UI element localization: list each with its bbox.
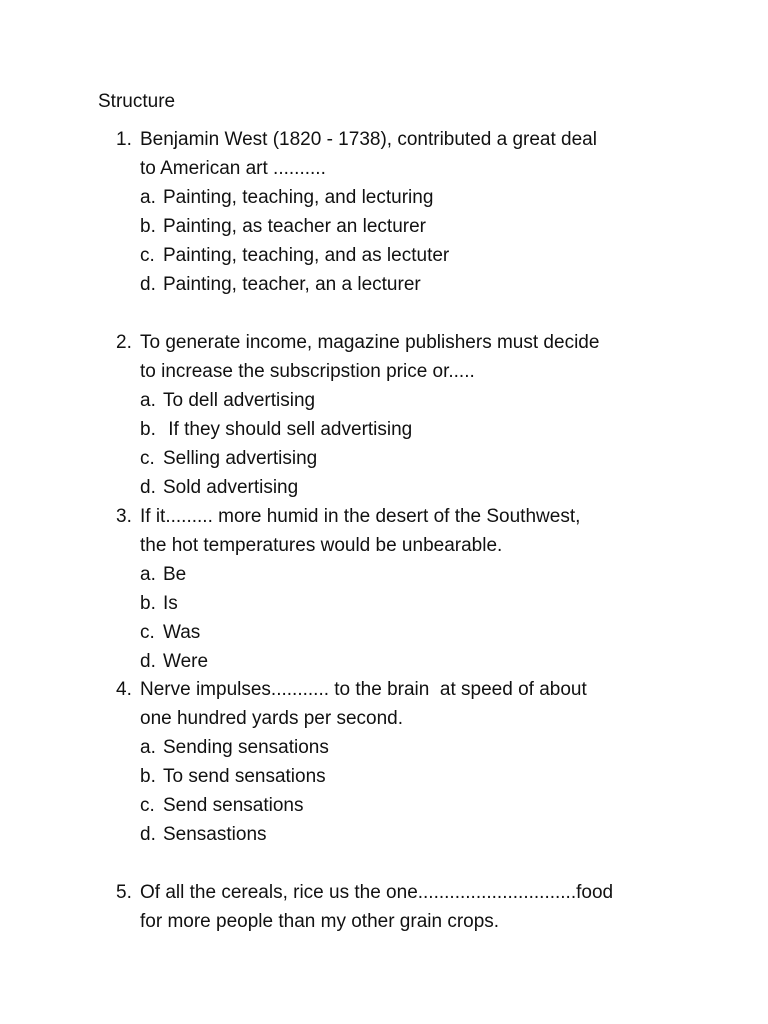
question-text-line: one hundred yards per second. — [140, 708, 404, 729]
option-text: Painting, as teacher an lecturer — [163, 216, 426, 237]
option-text: To dell advertising — [163, 390, 316, 411]
option-text: Painting, teaching, and as lectuter — [163, 245, 450, 266]
option-text: Sold advertising — [163, 477, 299, 498]
option-letter: d. — [140, 651, 156, 672]
question-text-line: for more people than my other grain crops. — [140, 911, 500, 932]
option-letter: a. — [140, 737, 156, 758]
question-text-line: If it......... more humid in the desert of the Southwest, — [140, 506, 581, 527]
section-heading: Structure — [98, 91, 176, 112]
question-number: 1. — [116, 129, 132, 150]
option-text: Is — [163, 593, 178, 614]
option-text: Painting, teaching, and lecturing — [163, 187, 434, 208]
question-text-line: to American art .......... — [140, 158, 326, 179]
question-number: 2. — [116, 332, 132, 353]
option-letter: a. — [140, 564, 156, 585]
option-text: Were — [163, 651, 209, 672]
option-text: To send sensations — [163, 766, 326, 787]
option-text: Selling advertising — [163, 448, 318, 469]
option-letter: d. — [140, 477, 156, 498]
option-letter: d. — [140, 274, 156, 295]
question-text-line: To generate income, magazine publishers must decide — [140, 332, 600, 353]
option-letter: a. — [140, 390, 156, 411]
question-text-line: Of all the cereals, rice us the one..............................food — [140, 882, 614, 903]
option-letter: d. — [140, 824, 156, 845]
option-text: Painting, teacher, an a lecturer — [163, 274, 421, 295]
question-number: 5. — [116, 882, 132, 903]
option-letter: a. — [140, 187, 156, 208]
question-text-line: Nerve impulses........... to the brain at speed of about — [140, 679, 587, 700]
option-letter: c. — [140, 795, 155, 816]
option-text: Be — [163, 564, 187, 585]
option-text: Sending sensations — [163, 737, 329, 758]
option-letter: c. — [140, 245, 155, 266]
question-text-line: to increase the subscripstion price or..... — [140, 361, 475, 382]
option-letter: c. — [140, 622, 155, 643]
question-number: 3. — [116, 506, 132, 527]
option-letter: b. — [140, 593, 156, 614]
option-text: Sensastions — [163, 824, 267, 845]
option-letter: b. — [140, 216, 156, 237]
question-text-line: Benjamin West (1820 - 1738), contributed a great deal — [140, 129, 597, 150]
option-text: If they should sell advertising — [163, 419, 413, 440]
option-letter: c. — [140, 448, 155, 469]
question-text-line: the hot temperatures would be unbearable. — [140, 535, 503, 556]
question-number: 4. — [116, 679, 132, 700]
option-text: Was — [163, 622, 201, 643]
option-letter: b. — [140, 766, 156, 787]
option-text: Send sensations — [163, 795, 304, 816]
option-letter: b. — [140, 419, 156, 440]
